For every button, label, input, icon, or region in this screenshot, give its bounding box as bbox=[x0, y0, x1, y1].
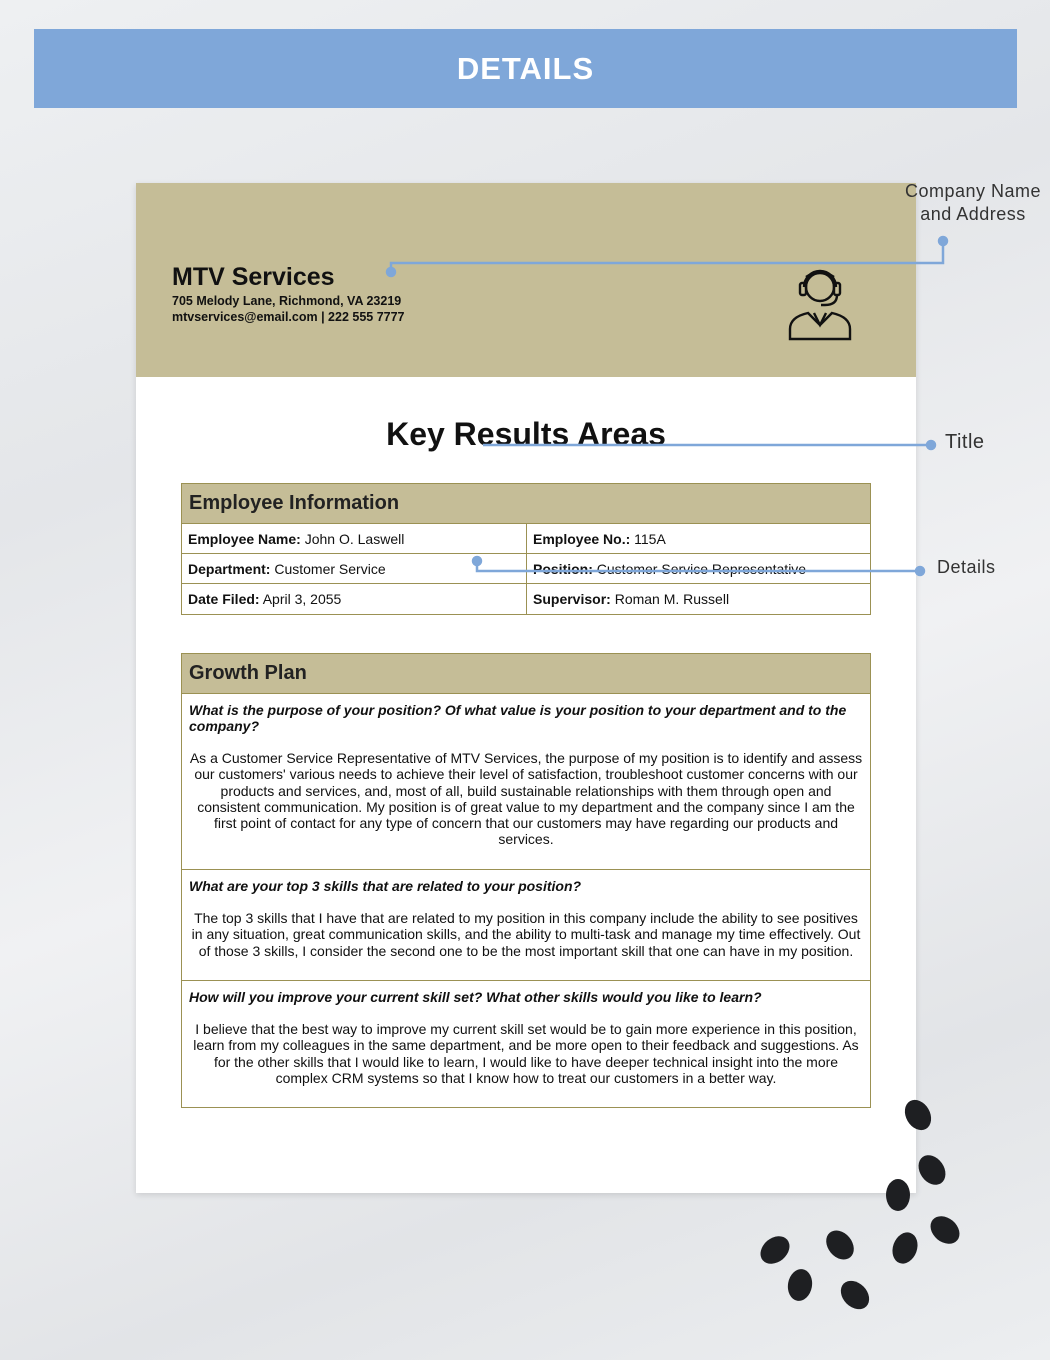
details-callout-label: Details bbox=[937, 557, 996, 577]
company-address: 705 Melody Lane, Richmond, VA 23219 bbox=[172, 294, 402, 308]
company-contact: mtvservices@email.com | 222 555 7777 bbox=[172, 310, 405, 324]
field-value: April 3, 2055 bbox=[259, 591, 342, 607]
field-label: Employee No.: bbox=[533, 531, 631, 547]
title-callout-label: Title bbox=[945, 431, 985, 453]
field-value: 115A bbox=[630, 531, 666, 547]
company-name: MTV Services bbox=[172, 263, 335, 291]
field-label: Date Filed: bbox=[188, 591, 260, 607]
field-value: Customer Service bbox=[270, 561, 386, 577]
question: What is the purpose of your position? Of what value is your position to your department and to the company? bbox=[189, 702, 847, 734]
question: What are your top 3 skills that are related to your position? bbox=[189, 878, 582, 894]
field-value: Roman M. Russell bbox=[610, 591, 730, 607]
field-value: John O. Laswell bbox=[300, 531, 405, 547]
callout-line-2: and Address bbox=[920, 204, 1026, 224]
callout-line-1: Company Name bbox=[905, 181, 1042, 201]
answer: The top 3 skills that I have that are related to my position in this company include the ability to see positives in any situation, great communication skills, and the ability to multi-task and manage my time effectively. Out of those 3 skills, I consider the second one to be the most important skill that one can have in my position. bbox=[191, 910, 861, 959]
field-label: Employee Name: bbox=[188, 531, 301, 547]
field-value: Customer Service Representative bbox=[592, 561, 807, 577]
growth-plan-heading: Growth Plan bbox=[182, 654, 870, 694]
field-label: Position: bbox=[533, 561, 593, 577]
document-title: Key Results Areas bbox=[386, 416, 666, 452]
answer: As a Customer Service Representative of MTV Services, the purpose of my position is to identify and assess our customers' various needs to achieve their level of satisfaction, troubleshoot customer concerns with our products and services, and, most of all, build sustainable relationships with them through open and consistent communication. My position is of great value to my department and the company since I am the first point of contact for any type of concern that our customers may have regarding our products and services. bbox=[189, 750, 863, 848]
question: How will you improve your current skill set? What other skills would you like to learn? bbox=[189, 989, 762, 1005]
employee-info-heading: Employee Information bbox=[182, 484, 870, 524]
details-banner: DETAILS bbox=[34, 29, 1017, 108]
field-label: Department: bbox=[188, 561, 271, 577]
answer: I believe that the best way to improve my current skill set would be to gain more experience in this position, learn from my colleagues in the same department, and be more open to their feedback and suggestions. As for the other skills that I would like to learn, I would like to have deeper technical insight into the more complex CRM systems so that I know how to treat our customers in a better way. bbox=[193, 1021, 859, 1086]
field-label: Supervisor: bbox=[533, 591, 611, 607]
